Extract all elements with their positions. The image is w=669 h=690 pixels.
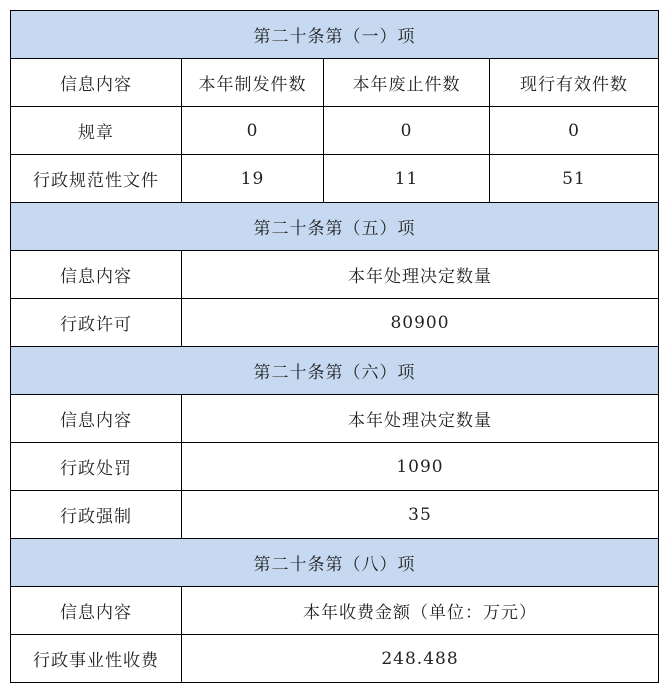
- header-cell: 本年废止件数: [324, 59, 490, 107]
- data-cell: 51: [490, 155, 659, 203]
- table-row: [11, 491, 659, 539]
- header-row: [11, 59, 659, 107]
- header-cell: 本年处理决定数量: [182, 395, 659, 443]
- data-cell: 19: [182, 155, 324, 203]
- header-row: [11, 395, 659, 443]
- section-row: [11, 11, 659, 59]
- header-row: [11, 587, 659, 635]
- table-row: [11, 299, 659, 347]
- data-cell: 0: [324, 107, 490, 155]
- row-label: 行政许可: [11, 299, 182, 347]
- data-cell: 35: [182, 491, 659, 539]
- section-title: 第二十条第（一）项: [11, 11, 659, 59]
- section-title: 第二十条第（五）项: [11, 203, 659, 251]
- header-cell: 信息内容: [11, 395, 182, 443]
- section-row: [11, 203, 659, 251]
- row-label: 行政事业性收费: [11, 635, 182, 683]
- data-cell: 80900: [182, 299, 659, 347]
- header-cell: 信息内容: [11, 587, 182, 635]
- table-row: [11, 155, 659, 203]
- data-cell: 1090: [182, 443, 659, 491]
- row-label: 行政处罚: [11, 443, 182, 491]
- data-cell: 0: [490, 107, 659, 155]
- header-cell: 信息内容: [11, 59, 182, 107]
- header-cell: 本年制发件数: [182, 59, 324, 107]
- row-label: 行政规范性文件: [11, 155, 182, 203]
- data-cell: 0: [182, 107, 324, 155]
- table-row: [11, 107, 659, 155]
- header-cell: 本年收费金额（单位：万元）: [182, 587, 659, 635]
- data-cell: 11: [324, 155, 490, 203]
- disclosure-table: [10, 10, 659, 683]
- header-cell: 本年处理决定数量: [182, 251, 659, 299]
- section-title: 第二十条第（八）项: [11, 539, 659, 587]
- section-row: [11, 347, 659, 395]
- table-row: [11, 443, 659, 491]
- disclosure-table-container: [10, 10, 659, 683]
- header-cell: 信息内容: [11, 251, 182, 299]
- row-label: 规章: [11, 107, 182, 155]
- row-label: 行政强制: [11, 491, 182, 539]
- data-cell: 248.488: [182, 635, 659, 683]
- header-row: [11, 251, 659, 299]
- section-row: [11, 539, 659, 587]
- table-row: [11, 635, 659, 683]
- header-cell: 现行有效件数: [490, 59, 659, 107]
- section-title: 第二十条第（六）项: [11, 347, 659, 395]
